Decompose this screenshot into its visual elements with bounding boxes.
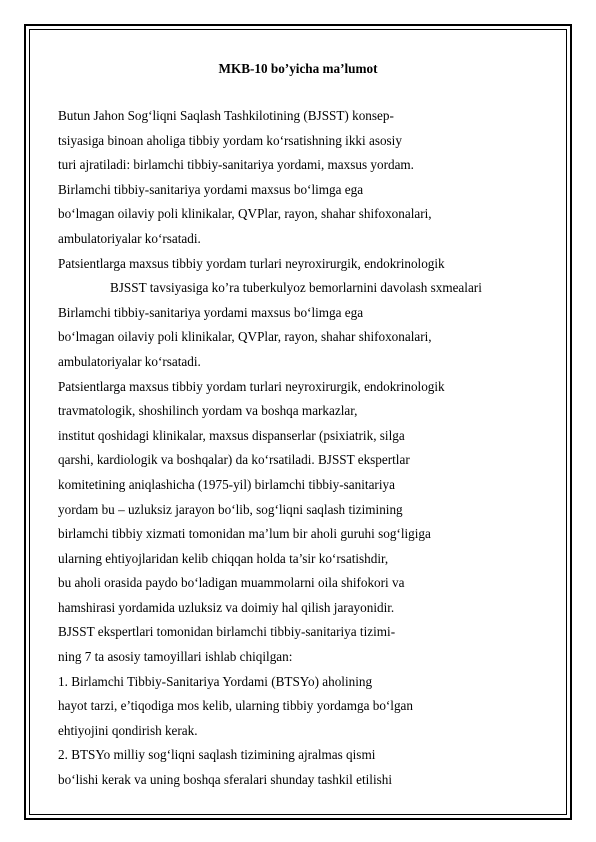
text-line: ularning ehtiyojlaridan kelib chiqqan holda ta’sir ko‘rsatishdir, bbox=[58, 550, 389, 566]
text-line: travmatologik, shoshilinch yordam va boshqa markazlar, bbox=[58, 403, 358, 419]
text-line: komitetining aniqlashicha (1975-yil) birlamchi tibbiy-sanitariya bbox=[58, 476, 395, 492]
text-line: ambulatoriyalar ko‘rsatadi. bbox=[58, 353, 201, 369]
text-line: hamshirasi yordamida uzluksiz va doimiy hal qilish jarayonidir. bbox=[58, 599, 395, 615]
text-line: Patsientlarga maxsus tibbiy yordam turlari neyroxirurgik, endokrinologik bbox=[58, 255, 445, 271]
text-line: bo‘lmagan oilaviy poli klinikalar, QVPlar, rayon, shahar shifoxonalari, bbox=[58, 329, 432, 345]
text-line: bo‘lmagan oilaviy poli klinikalar, QVPlar, rayon, shahar shifoxonalari, bbox=[58, 206, 432, 222]
text-line: ambulatoriyalar ko‘rsatadi. bbox=[58, 230, 201, 246]
text-line: Birlamchi tibbiy-sanitariya yordami maxsus bo‘limga ega bbox=[58, 181, 364, 197]
text-line: BJSST tavsiyasiga ko’ra tuberkulyoz bemorlarnini davolash sxmealari bbox=[110, 280, 482, 296]
text-line: institut qoshidagi klinikalar, maxsus dispanserlar (psixiatrik, silga bbox=[58, 427, 405, 443]
text-line: qarshi, kardiologik va boshqalar) da ko‘rsatiladi. BJSST ekspertlar bbox=[58, 452, 410, 468]
text-line: Patsientlarga maxsus tibbiy yordam turlari neyroxirurgik, endokrinologik bbox=[58, 378, 445, 394]
text-line: bu aholi orasida paydo bo‘ladigan muammolarni oila shifokori va bbox=[58, 575, 405, 591]
text-line: ehtiyojini qondirish kerak. bbox=[58, 722, 198, 738]
text-line: Butun Jahon Sog‘liqni Saqlash Tashkilotining (BJSST) konsep- bbox=[58, 108, 394, 123]
text-line: bo‘lishi kerak va uning boshqa sferalari shunday tashkil etilishi bbox=[58, 772, 393, 788]
text-line: 2. BTSYo milliy sog‘liqni saqlash tizimining ajralmas qismi bbox=[58, 747, 376, 763]
text-line: yordam bu – uzluksiz jarayon bo‘lib, sog‘liqni saqlash tizimining bbox=[58, 501, 403, 517]
text-line: turi ajratiladi: birlamchi tibbiy-sanitariya yordami, maxsus yordam. bbox=[58, 157, 414, 173]
text-line: 1. Birlamchi Tibbiy-Sanitariya Yordami (BTSYo) aholining bbox=[58, 673, 373, 689]
text-line: hayot tarzi, e’tiqodiga mos kelib, ularning tibbiy yordamga bo‘lgan bbox=[58, 698, 414, 714]
document-title: MKB-10 bo’yicha ma’lumot bbox=[218, 61, 378, 76]
text-line: birlamchi tibbiy xizmati tomonidan ma’lum bir aholi guruhi sog‘ligiga bbox=[58, 526, 431, 542]
text-line: Birlamchi tibbiy-sanitariya yordami maxsus bo‘limga ega bbox=[58, 304, 364, 320]
text-line: ning 7 ta asosiy tamoyillari ishlab chiqilgan: bbox=[58, 649, 293, 665]
text-line: tsiyasiga binoan aholiga tibbiy yordam ko‘rsatishning ikki asosiy bbox=[58, 132, 402, 148]
text-line: BJSST ekspertlari tomonidan birlamchi tibbiy-sanitariya tizimi- bbox=[58, 624, 396, 640]
document-body bbox=[58, 104, 558, 793]
